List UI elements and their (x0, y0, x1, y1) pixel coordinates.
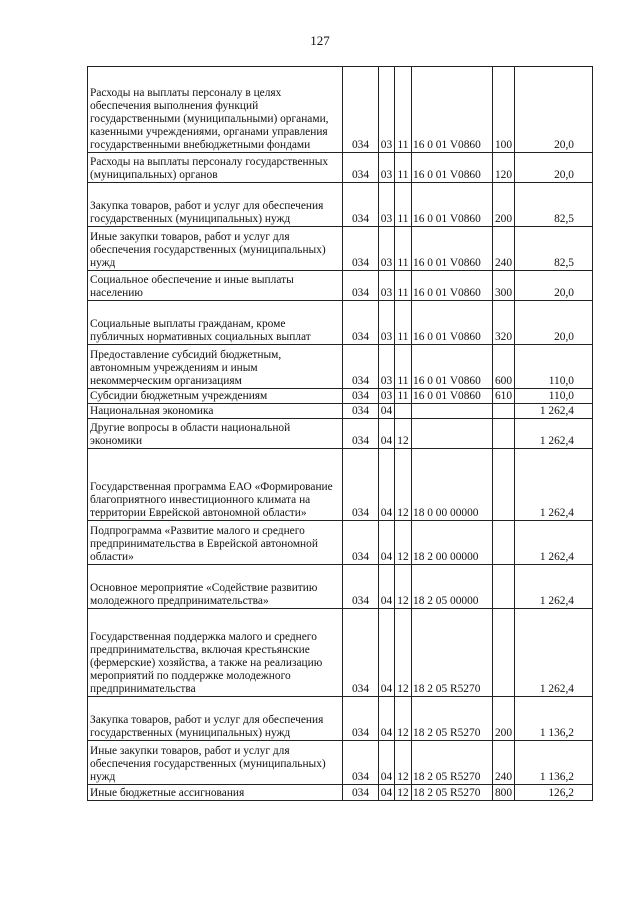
expense-type-code-cell: 600 (493, 345, 515, 389)
target-article-code-cell: 16 0 01 V0860 (412, 345, 493, 389)
row-name-cell: Социальное обеспечение и иные выплаты населению (88, 271, 343, 301)
expense-type-code-cell: 240 (493, 227, 515, 271)
row-name-cell: Иные закупки товаров, работ и услуг для обеспечения государственных (муниципальных) нужд (88, 227, 343, 271)
ministry-code-cell: 034 (343, 227, 379, 271)
expense-type-code-cell: 200 (493, 697, 515, 741)
section-code-cell: 04 (379, 449, 395, 521)
table-row (88, 521, 593, 565)
target-article-code-cell: 16 0 01 V0860 (412, 183, 493, 227)
ministry-code-cell: 034 (343, 697, 379, 741)
section-code-cell: 04 (379, 741, 395, 785)
ministry-code-cell: 034 (343, 345, 379, 389)
row-name-cell: Субсидии бюджетным учреждениям (88, 389, 343, 404)
amount-cell: 126,2 (515, 785, 593, 801)
row-name-cell: Иные бюджетные ассигнования (88, 785, 343, 801)
ministry-code-cell: 034 (343, 389, 379, 404)
section-code-cell: 03 (379, 271, 395, 301)
row-name-cell: Другие вопросы в области национальной экономики (88, 419, 343, 449)
ministry-code-cell: 034 (343, 521, 379, 565)
subsection-code-cell: 11 (395, 153, 412, 183)
subsection-code-cell: 12 (395, 521, 412, 565)
row-name-cell: Расходы на выплаты персоналу государственных (муниципальных) органов (88, 153, 343, 183)
table-row (88, 389, 593, 404)
amount-cell: 1 262,4 (515, 609, 593, 697)
ministry-code-cell: 034 (343, 741, 379, 785)
table-row (88, 419, 593, 449)
ministry-code-cell: 034 (343, 271, 379, 301)
row-name-cell: Расходы на выплаты персоналу в целях обеспечения выполнения функций государственными (муниципальными) органами, казенными учреждениями, органами управления государственными внебюджетными фондами (88, 67, 343, 153)
expense-type-code-cell (493, 419, 515, 449)
section-code-cell: 03 (379, 153, 395, 183)
amount-cell: 20,0 (515, 271, 593, 301)
target-article-code-cell: 18 2 05 R5270 (412, 697, 493, 741)
section-code-cell: 04 (379, 609, 395, 697)
expense-type-code-cell: 200 (493, 183, 515, 227)
ministry-code-cell: 034 (343, 183, 379, 227)
section-code-cell: 04 (379, 565, 395, 609)
amount-cell: 1 262,4 (515, 404, 593, 419)
table-row (88, 785, 593, 801)
row-name-cell: Национальная экономика (88, 404, 343, 419)
expense-type-code-cell: 300 (493, 271, 515, 301)
amount-cell: 1 262,4 (515, 449, 593, 521)
ministry-code-cell: 034 (343, 609, 379, 697)
row-name-cell: Иные закупки товаров, работ и услуг для обеспечения государственных (муниципальных) нужд (88, 741, 343, 785)
subsection-code-cell: 11 (395, 227, 412, 271)
subsection-code-cell: 12 (395, 741, 412, 785)
expense-type-code-cell (493, 609, 515, 697)
target-article-code-cell: 16 0 01 V0860 (412, 67, 493, 153)
expense-type-code-cell (493, 521, 515, 565)
expense-type-code-cell (493, 565, 515, 609)
amount-cell: 20,0 (515, 67, 593, 153)
target-article-code-cell: 18 2 05 R5270 (412, 741, 493, 785)
row-name-cell: Закупка товаров, работ и услуг для обеспечения государственных (муниципальных) нужд (88, 183, 343, 227)
ministry-code-cell: 034 (343, 301, 379, 345)
section-code-cell: 03 (379, 67, 395, 153)
section-code-cell: 03 (379, 301, 395, 345)
row-name-cell: Закупка товаров, работ и услуг для обеспечения государственных (муниципальных) нужд (88, 697, 343, 741)
ministry-code-cell: 034 (343, 153, 379, 183)
amount-cell: 82,5 (515, 183, 593, 227)
amount-cell: 20,0 (515, 301, 593, 345)
section-code-cell: 04 (379, 521, 395, 565)
amount-cell: 1 262,4 (515, 565, 593, 609)
table-row (88, 565, 593, 609)
target-article-code-cell: 16 0 01 V0860 (412, 301, 493, 345)
expense-type-code-cell: 120 (493, 153, 515, 183)
amount-cell: 1 262,4 (515, 419, 593, 449)
ministry-code-cell: 034 (343, 404, 379, 419)
subsection-code-cell: 12 (395, 565, 412, 609)
subsection-code-cell: 12 (395, 785, 412, 801)
target-article-code-cell: 16 0 01 V0860 (412, 153, 493, 183)
subsection-code-cell: 11 (395, 301, 412, 345)
section-code-cell: 04 (379, 404, 395, 419)
section-code-cell: 04 (379, 697, 395, 741)
ministry-code-cell: 034 (343, 565, 379, 609)
row-name-cell: Государственная программа ЕАО «Формирование благоприятного инвестиционного климата на территории Еврейской автономной области» (88, 449, 343, 521)
amount-cell: 20,0 (515, 153, 593, 183)
expense-type-code-cell: 320 (493, 301, 515, 345)
target-article-code-cell: 16 0 01 V0860 (412, 389, 493, 404)
expense-type-code-cell (493, 449, 515, 521)
expense-type-code-cell: 610 (493, 389, 515, 404)
table-row (88, 227, 593, 271)
amount-cell: 110,0 (515, 345, 593, 389)
subsection-code-cell: 11 (395, 389, 412, 404)
expense-type-code-cell: 240 (493, 741, 515, 785)
target-article-code-cell: 18 2 05 R5270 (412, 609, 493, 697)
table-row (88, 301, 593, 345)
section-code-cell: 03 (379, 389, 395, 404)
ministry-code-cell: 034 (343, 67, 379, 153)
target-article-code-cell: 18 0 00 00000 (412, 449, 493, 521)
target-article-code-cell: 16 0 01 V0860 (412, 271, 493, 301)
subsection-code-cell: 12 (395, 419, 412, 449)
subsection-code-cell: 11 (395, 271, 412, 301)
budget-table (87, 66, 593, 801)
page-number: 127 (310, 33, 330, 48)
ministry-code-cell: 034 (343, 449, 379, 521)
table-row (88, 404, 593, 419)
section-code-cell: 04 (379, 419, 395, 449)
table-row (88, 345, 593, 389)
table-row (88, 183, 593, 227)
section-code-cell: 03 (379, 227, 395, 271)
amount-cell: 110,0 (515, 389, 593, 404)
table-row (88, 449, 593, 521)
row-name-cell: Социальные выплаты гражданам, кроме публичных нормативных социальных выплат (88, 301, 343, 345)
amount-cell: 1 136,2 (515, 741, 593, 785)
target-article-code-cell: 18 2 00 00000 (412, 521, 493, 565)
table-row (88, 741, 593, 785)
subsection-code-cell: 11 (395, 345, 412, 389)
ministry-code-cell: 034 (343, 785, 379, 801)
target-article-code-cell: 18 2 05 R5270 (412, 785, 493, 801)
target-article-code-cell: 16 0 01 V0860 (412, 227, 493, 271)
section-code-cell: 04 (379, 785, 395, 801)
row-name-cell: Предоставление субсидий бюджетным, автономным учреждениям и иным некоммерческим организациям (88, 345, 343, 389)
table-row (88, 271, 593, 301)
table-row (88, 67, 593, 153)
ministry-code-cell: 034 (343, 419, 379, 449)
target-article-code-cell (412, 419, 493, 449)
expense-type-code-cell: 100 (493, 67, 515, 153)
subsection-code-cell: 12 (395, 697, 412, 741)
subsection-code-cell: 12 (395, 609, 412, 697)
section-code-cell: 03 (379, 183, 395, 227)
budget-table-body (88, 67, 593, 801)
subsection-code-cell: 11 (395, 183, 412, 227)
row-name-cell: Государственная поддержка малого и среднего предпринимательства, включая крестьянские (фермерские) хозяйства, а также на реализацию мероприятий по поддержке молодежного предпринимательства (88, 609, 343, 697)
table-row (88, 697, 593, 741)
subsection-code-cell (395, 404, 412, 419)
amount-cell: 1 136,2 (515, 697, 593, 741)
expense-type-code-cell: 800 (493, 785, 515, 801)
row-name-cell: Подпрограмма «Развитие малого и среднего предпринимательства в Еврейской автономной области» (88, 521, 343, 565)
row-name-cell: Основное мероприятие «Содействие развитию молодежного предпринимательства» (88, 565, 343, 609)
table-row (88, 153, 593, 183)
subsection-code-cell: 11 (395, 67, 412, 153)
expense-type-code-cell (493, 404, 515, 419)
amount-cell: 82,5 (515, 227, 593, 271)
subsection-code-cell: 12 (395, 449, 412, 521)
table-row (88, 609, 593, 697)
target-article-code-cell (412, 404, 493, 419)
section-code-cell: 03 (379, 345, 395, 389)
amount-cell: 1 262,4 (515, 521, 593, 565)
target-article-code-cell: 18 2 05 00000 (412, 565, 493, 609)
